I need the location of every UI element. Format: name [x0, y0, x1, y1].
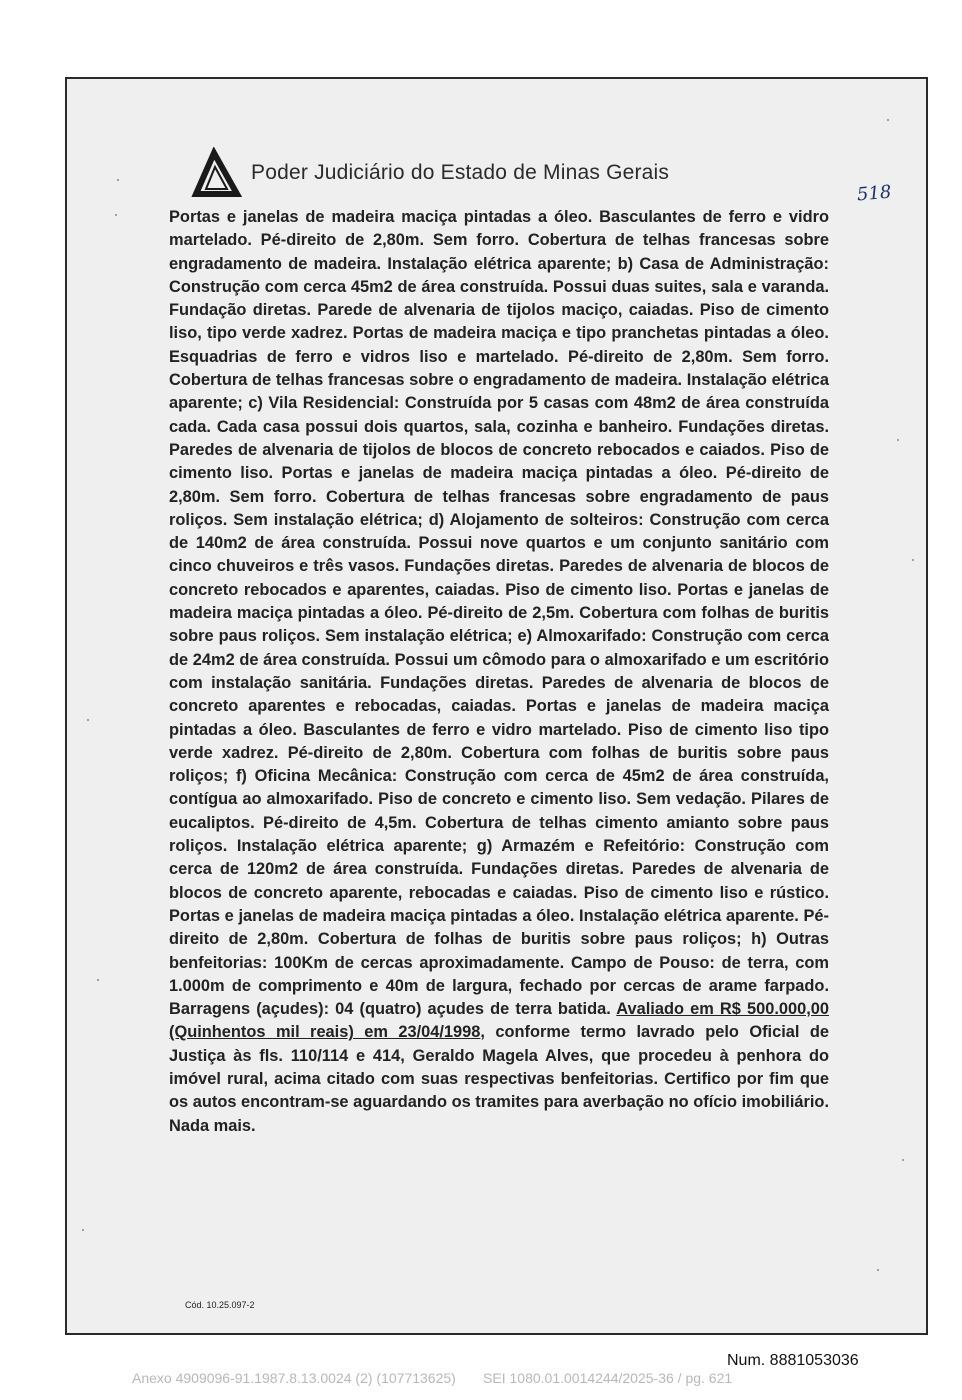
- scan-speck: [877, 1269, 879, 1271]
- scan-speck: [117, 179, 119, 181]
- triangle-emblem-icon: [190, 147, 242, 199]
- form-code: Cód. 10.25.097-2: [185, 1300, 255, 1310]
- body-text-end: , conforme termo lavrado pelo Oficial de Justiça às fls. 110/114 e 414, Geraldo Magela Alves, que procedeu à penhora do imóvel rural, acima citado com suas respectivas benfeitorias. Certifico por fim que os autos encontram-se aguardando os tramites para averbação no ofício imobiliário. Nada mais.: [169, 1023, 829, 1135]
- letterhead: [190, 147, 669, 199]
- scan-speck: [97, 979, 99, 981]
- court-title: Poder Judiciário do Estado de Minas Gerais: [251, 161, 670, 184]
- document-number: Num. 8881053036: [727, 1352, 859, 1369]
- scan-speck: [912, 559, 914, 561]
- scan-speck: [87, 719, 89, 721]
- scan-speck: [82, 1229, 84, 1231]
- scanned-page: [65, 77, 928, 1335]
- document-body: [169, 206, 829, 1138]
- body-text-main: Portas e janelas de madeira maciça pintadas a óleo. Basculantes de ferro e vidro martelado. Pé-direito de 2,80m. Sem forro. Cobertura de telhas francesas sobre engradamento de madeira. Instalação elétrica aparente; b) Casa de Administração: Construção com cerca 45m2 de área construída. Possui duas suites, sala e varanda. Fundação diretas. Parede de alvenaria de tijolos maciço, caiadas. Piso de cimento liso, tipo verde xadrez. Portas de madeira maciça e tipo pranchetas pintadas a óleo. Esquadrias de ferro e vidros liso e martelado. Pé-direito de 2,80m. Sem forro. Cobertura de telhas francesas sobre o engradamento de madeira. Instalação elétrica aparente; c) Vila Residencial: Construída por 5 casas com 48m2 de área construída cada. Cada casa possui dois quartos, sala, cozinha e banheiro. Fundações diretas. Paredes de alvenaria de tijolos de blocos de concreto rebocados e caiados. Piso de cimento liso. Portas e janelas de madeira maciça pintadas a óleo. Pé-direito de 2,80m. Sem forro. Cobertura de telhas francesas sobre engradamento de paus roliços. Sem instalação elétrica; d) Alojamento de solteiros: Construção com cerca de 140m2 de área construída. Possui nove quartos e um conjunto sanitário com cinco chuveiros e três vasos. Fundações diretas. Paredes de alvenaria de blocos de concreto rebocados e aparentes, caiadas. Piso de cimento liso. Portas e janelas de madeira maciça pintadas a óleo. Pé-direito de 2,5m. Cobertura com folhas de buritis sobre paus roliços. Sem instalação elétrica; e) Almoxarifado: Construção com cerca de 24m2 de área construída. Possui um cômodo para o almoxarifado e um escritório com instalação sanitária. Fundações diretas. Paredes de alvenaria de blocos de concreto aparentes e rebocadas, caiadas. Portas e janelas de madeira maciça pintadas a óleo. Basculantes de ferro e vidro martelado. Piso de cimento liso tipo verde xadrez. Pé-direito de 2,80m. Cobertura com folhas de buritis sobre paus roliços; f) Oficina Mecânica: Construção com cerca de 45m2 de área construída, contígua ao almoxarifado. Piso de concreto e cimento liso. Sem vedação. Pilares de eucaliptos. Pé-direito de 4,5m. Cobertura de telhas cimento amianto sobre paus roliços. Instalação elétrica aparente; g) Armazém e Refeitório: Construção com cerca de 120m2 de área construída. Fundações diretas. Paredes de alvenaria de blocos de concreto aparente, rebocadas e caiadas. Piso de cimento liso e rústico. Portas e janelas de madeira maciça pintadas a óleo. Instalação elétrica aparente. Pé-direito de 2,80m. Cobertura de folhas de buritis sobre paus roliços; h) Outras benfeitorias: 100Km de cercas aproximadamente. Campo de Pouso: de terra, com 1.000m de comprimento e 40m de largura, fechado por cercas de arame farpado. Barragens (açudes): 04 (quatro) açudes de terra batida.: [169, 208, 829, 1019]
- scan-speck: [902, 1159, 904, 1161]
- annex-reference: Anexo 4909096-91.1987.8.13.0024 (2) (107713625) SEI 1080.01.0014244/2025-36 / pg. 621: [132, 1370, 733, 1386]
- scan-speck: [897, 439, 899, 441]
- scan-speck: [115, 214, 117, 216]
- valuation-text: Avaliado em R$ 500.000,00 (Quinhentos mil reais) em 23/04/1998: [169, 1000, 830, 1042]
- handwritten-page-number: 518: [856, 181, 893, 206]
- scan-speck: [887, 119, 889, 121]
